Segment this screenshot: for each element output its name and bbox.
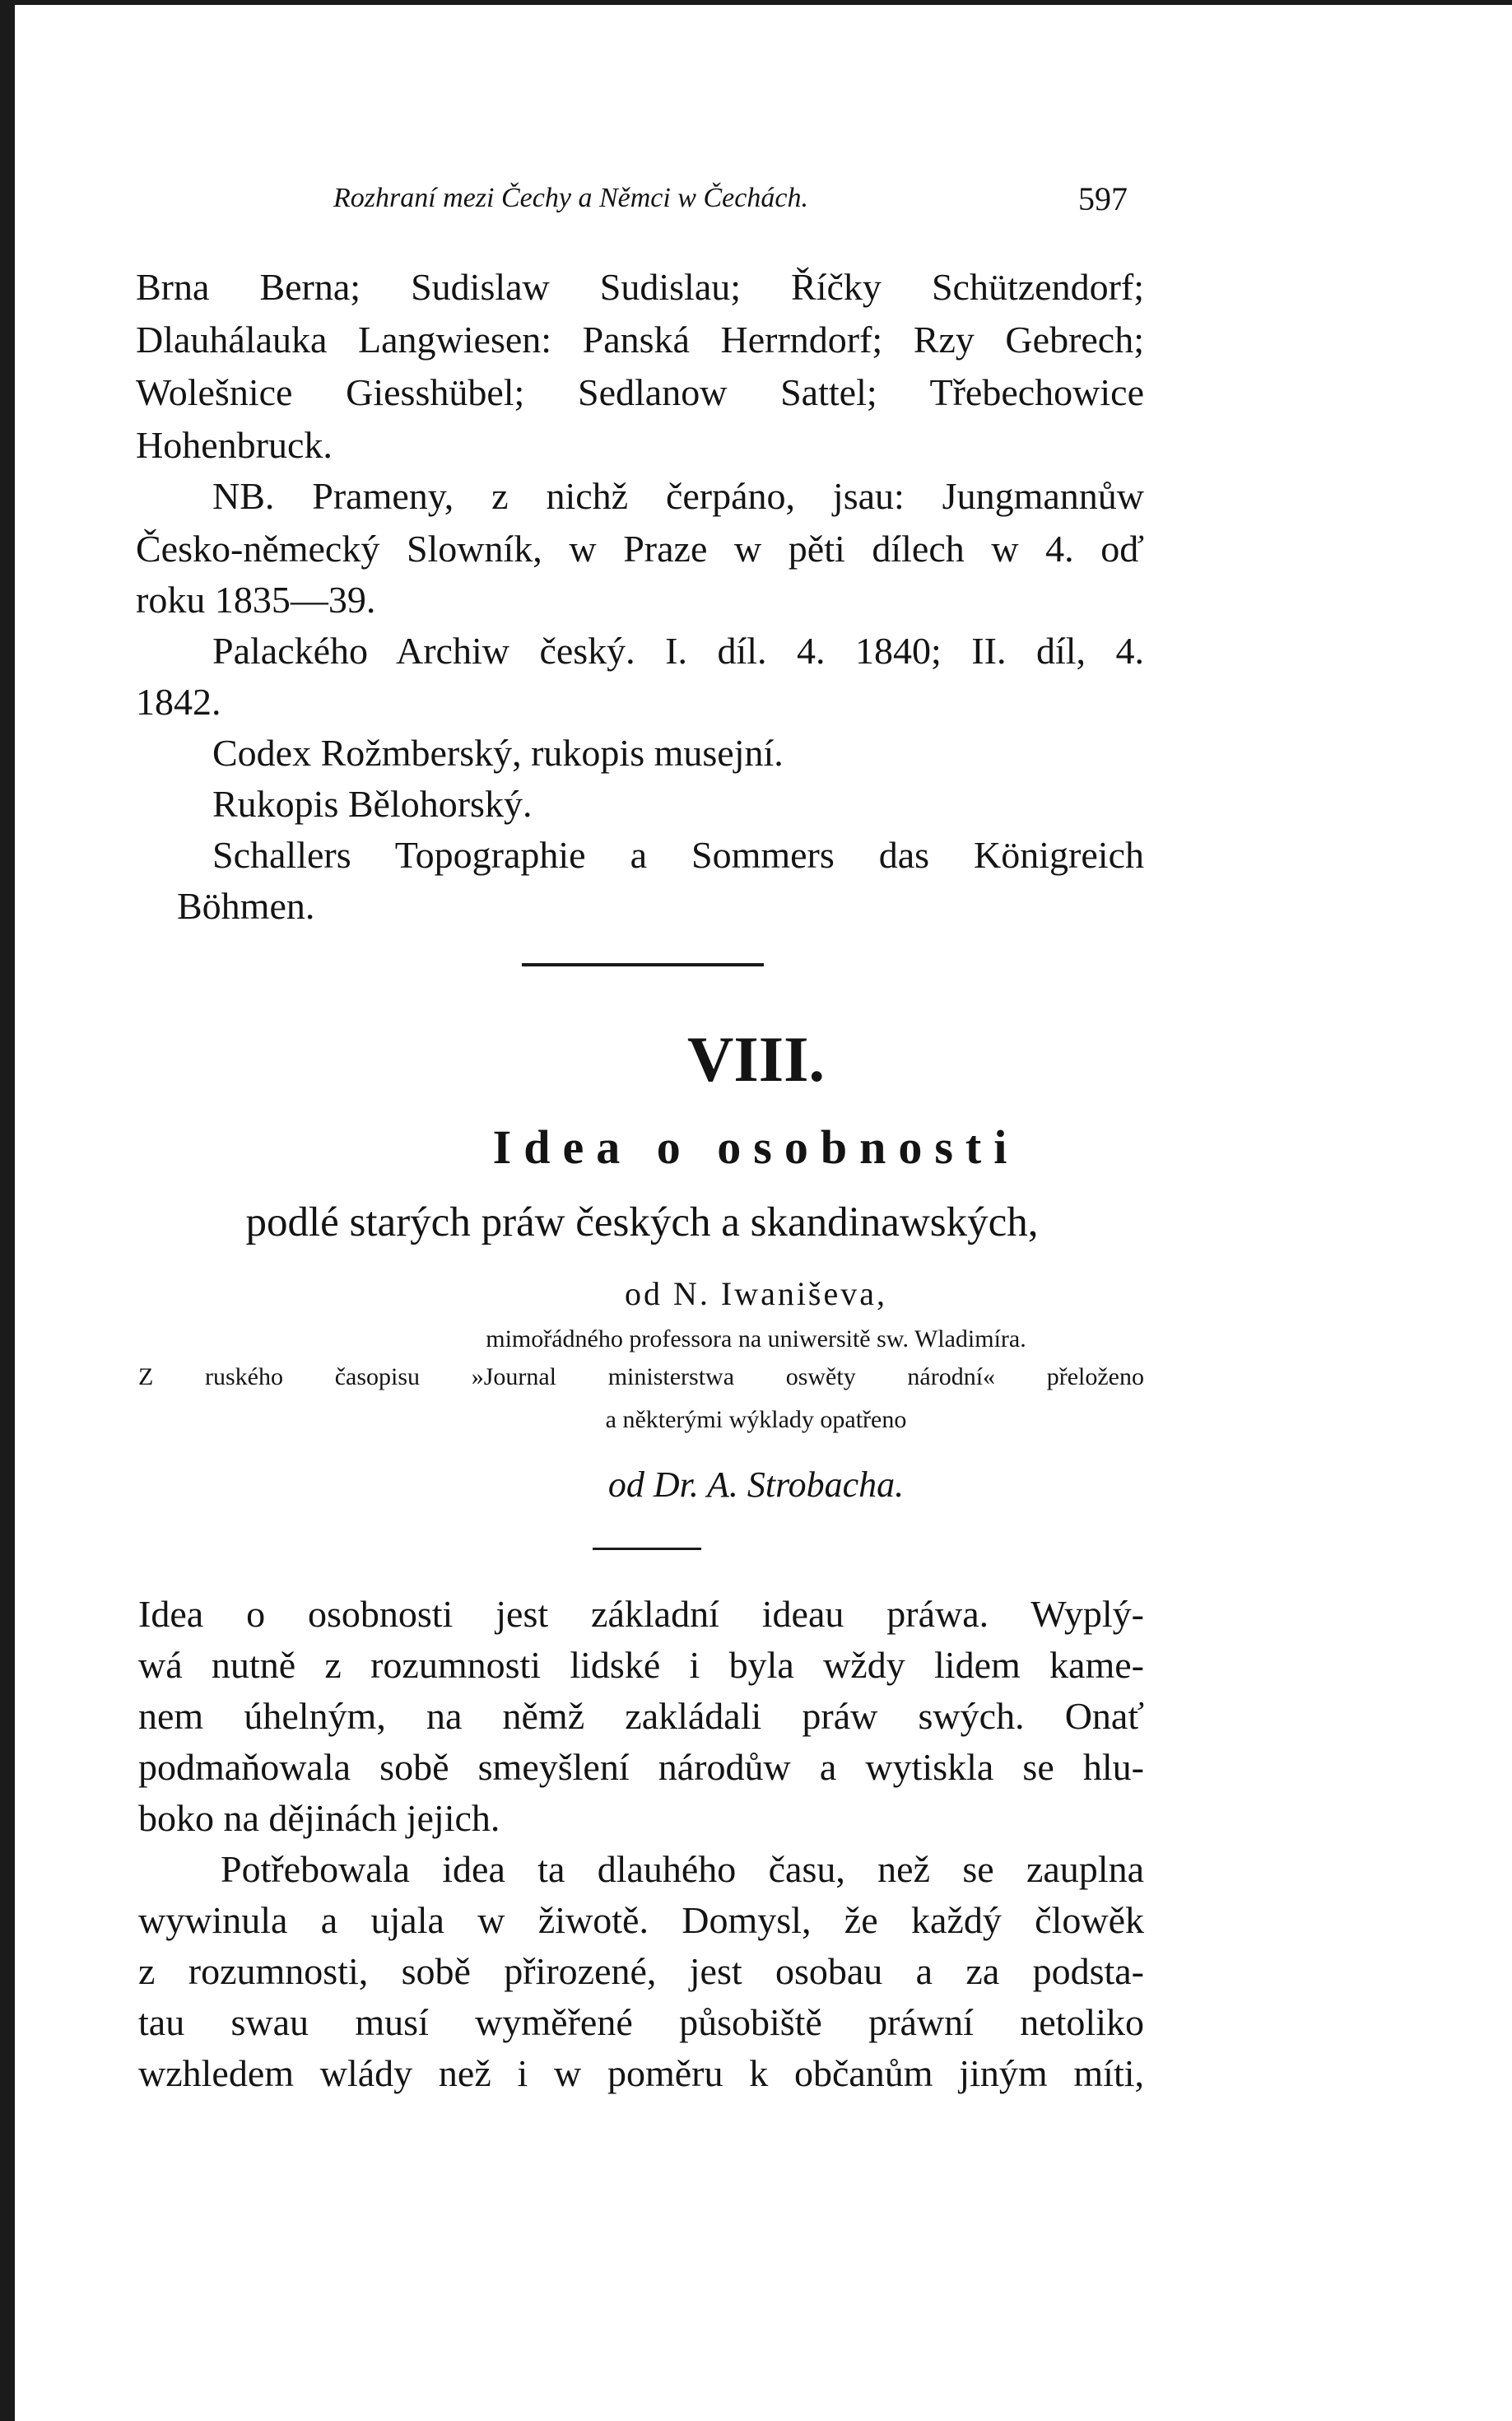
body-line: wá nutně z rozumnosti lidské i byla wždy lidem kame-	[138, 1644, 1144, 1686]
place-names-line: Dlauhálauka Langwiesen: Panská Herrndorf; Rzy Gebrech;	[136, 319, 1144, 361]
translation-note-line: Z ruského časopisu »Journal ministerstwa oswěty národní« přeloženo	[138, 1363, 1144, 1390]
translator: od Dr. A. Strobacha.	[607, 1464, 905, 1505]
heading-divider	[593, 1548, 701, 1550]
body-line: z rozumnosti, sobě přirozené, jest osobau a za podsta-	[138, 1950, 1144, 1992]
page-binding-edge	[0, 0, 15, 2421]
body-line: wzhledem wlády než i w poměru k občanům jiným míti,	[138, 2052, 1144, 2094]
body-line: wywinula a ujala w žiwotě. Domysl, že každý člowěk	[138, 1899, 1144, 1941]
body-line: nem úhelným, na němž zakládali práw swých. Onať	[138, 1695, 1144, 1737]
place-names-line: Hohenbruck.	[136, 424, 333, 466]
sources-note-line: Rukopis Bělohorský.	[212, 783, 533, 825]
sources-note-line: Schallers Topographie a Sommers das Königreich	[212, 834, 1144, 876]
place-names-line: Brna Berna; Sudislaw Sudislau; Říčky Schützendorf;	[136, 266, 1144, 308]
sources-note-line: roku 1835—39.	[136, 579, 376, 621]
chapter-title: Idea o osobnosti	[492, 1120, 1020, 1174]
sources-note-line: Česko-německý Slowník, w Praze w pěti dílech w 4. oď	[136, 528, 1144, 570]
sources-note-line: Palackého Archiw český. I. díl. 4. 1840; II. díl, 4.	[212, 630, 1144, 672]
chapter-subtitle: podlé starých práw českých a skandinawských,	[245, 1199, 1039, 1245]
body-line: Idea o osobnosti jest základní ideau práwa. Wyplý-	[138, 1593, 1144, 1635]
sources-note-line: 1842.	[136, 681, 221, 723]
body-line: boko na dějinách jejich.	[138, 1797, 500, 1839]
chapter-number: VIII.	[687, 1023, 825, 1095]
sources-note-line: Codex Rožmberský, rukopis musejní.	[212, 732, 784, 774]
page-top-edge	[0, 0, 1512, 5]
section-divider	[522, 963, 764, 966]
sources-note-line: NB. Prameny, z nichž čerpáno, jsau: Jungmannůw	[212, 475, 1144, 517]
page-number: 597	[1078, 180, 1128, 217]
body-line: podmaňowala sobě smeyšlení národůw a wytiskla se hlu-	[138, 1746, 1144, 1788]
body-line: Potřebowala idea ta dlauhého času, než se zauplna	[221, 1848, 1144, 1890]
sources-note-line: Böhmen.	[177, 885, 315, 927]
body-line: tau swau musí wyměřené působiště práwní netoliko	[138, 2001, 1144, 2043]
place-names-line: Wolešnice Giesshübel; Sedlanow Sattel; Třebechowice	[136, 371, 1144, 413]
translation-note-line: a některými wýklady opatřeno	[605, 1406, 907, 1433]
running-header: Rozhraní mezi Čechy a Němci w Čechách.	[333, 183, 808, 213]
chapter-author: od N. Iwaniševa,	[624, 1275, 888, 1312]
author-position: mimořádného professora na uniwersitě sw. Wladimíra.	[486, 1325, 1026, 1353]
